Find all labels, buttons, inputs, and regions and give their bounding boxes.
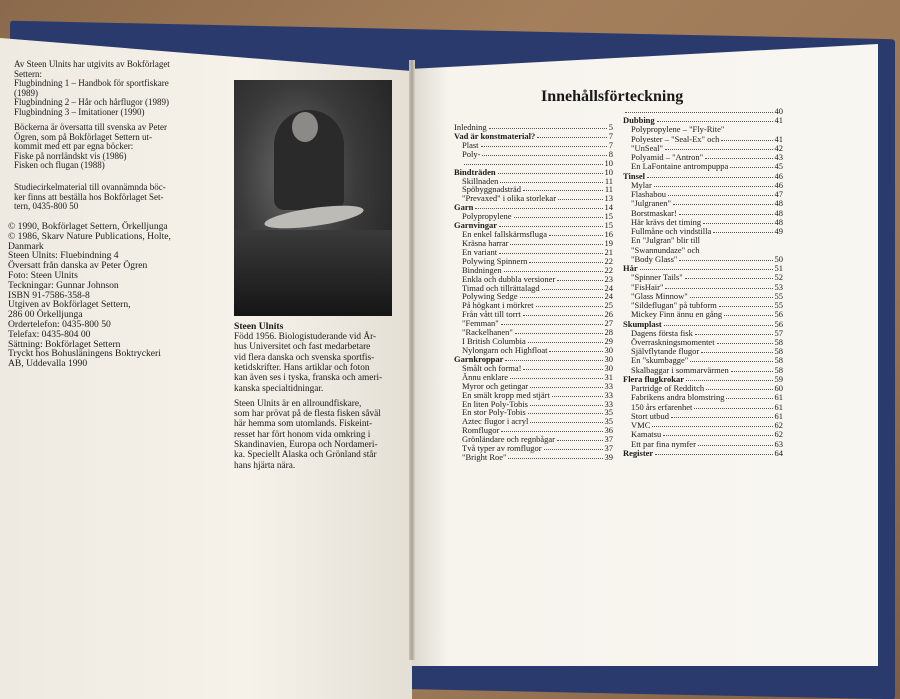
toc-leader-dots xyxy=(505,354,602,361)
toc-leader-dots xyxy=(481,140,607,147)
bio-line: Steen Ulnits är en allroundfiskare, xyxy=(234,398,362,409)
toc-leader-dots xyxy=(721,134,772,141)
toc-leader-dots xyxy=(515,327,603,334)
toc-entry-page: 24 xyxy=(604,282,613,293)
study-line: tern, 0435-800 50 xyxy=(14,201,79,211)
toc-entry-page: 25 xyxy=(604,300,613,311)
translated-line: Ögren, som på Bokförlaget Settern ut- xyxy=(14,131,152,142)
toc-entry-label: I British Columbia xyxy=(462,336,526,347)
published-line: Flugbindning 3 – Imitationer (1990) xyxy=(14,106,145,117)
toc-leader-dots xyxy=(523,184,603,191)
bio-line: som har prövat på de flesta fisken såväl xyxy=(234,409,381,420)
toc-entry-page: 48 xyxy=(774,216,783,227)
toc-entry-label: Från vått till torrt xyxy=(462,309,521,320)
toc-entry-label: Självflytande flugor xyxy=(631,346,700,357)
toc-leader-dots xyxy=(498,167,603,174)
toc-entry-page: 51 xyxy=(774,263,783,274)
toc-entry-page: 50 xyxy=(774,253,783,264)
toc-entry-label: En LaFontaine antrompuppa xyxy=(631,161,729,172)
toc-leader-dots xyxy=(705,152,772,159)
toc-leader-dots xyxy=(724,309,772,316)
toc-entry-label: Skumplast xyxy=(623,318,662,329)
toc-leader-dots xyxy=(657,115,773,122)
toc-entry-page: 40 xyxy=(774,106,783,116)
toc-entry-label: "Femman" xyxy=(462,318,499,329)
toc-entry-page: 56 xyxy=(774,309,783,320)
toc-entry-page: 58 xyxy=(774,364,783,375)
toc-leader-dots xyxy=(510,238,602,245)
toc-leader-dots xyxy=(508,452,602,459)
toc-entry xyxy=(623,448,783,458)
toc-leader-dots xyxy=(523,363,602,370)
toc-entry-page: 30 xyxy=(604,353,613,364)
toc-leader-dots xyxy=(500,176,602,183)
toc-entry-page: 62 xyxy=(774,429,783,440)
toc-leader-dots xyxy=(663,429,772,436)
toc-entry-label: Polyester – "Seal-Ex" och xyxy=(631,133,720,144)
toc-entry-label: Nylongarn och Highfloat xyxy=(462,345,548,355)
toc-entry-label: Dubbing xyxy=(623,115,655,126)
toc-entry-page: 24 xyxy=(604,291,613,302)
translated-line: Fiske på norrländskt vis (1986) xyxy=(14,150,127,161)
copyright-line: 286 00 Örkelljunga xyxy=(8,309,83,321)
toc-entry-page: 29 xyxy=(604,336,613,347)
toc-entry-label: Romflugor xyxy=(462,425,500,436)
toc-leader-dots xyxy=(673,198,773,205)
toc-entry-label: Överraskningsmomentet xyxy=(631,337,715,347)
copyright-line: Telefax: 0435-804 00 xyxy=(8,328,91,340)
toc-leader-dots xyxy=(719,300,773,307)
toc-entry-label: Smålt och forma! xyxy=(462,362,522,373)
bio-name: Steen Ulnits xyxy=(234,321,284,332)
toc-leader-dots xyxy=(549,345,602,352)
bio-line: hus Universitet och fast medarbetare xyxy=(234,342,371,353)
toc-entry-label: Kräsna harrar xyxy=(462,237,509,248)
toc-leader-dots xyxy=(544,443,603,450)
bio-line: vid flera danska och svenska sportfis- xyxy=(234,352,375,363)
toc-leader-dots xyxy=(703,217,772,224)
toc-entry-label: Garnkroppar xyxy=(454,353,504,364)
toc-entry-page: 27 xyxy=(604,318,613,329)
toc-leader-dots xyxy=(549,229,603,236)
toc-entry-label: Inledning xyxy=(454,122,487,132)
bio-line: Född 1956. Biologistuderande vid År- xyxy=(234,332,377,342)
toc-entry-label: Hår xyxy=(623,263,638,274)
toc-title: Innehållsförteckning xyxy=(541,88,684,105)
toc-entry-label: "Julgranen" xyxy=(631,198,671,209)
copyright-line: Teckningar: Gunnar Johnson xyxy=(8,279,119,291)
copyright-line: ISBN 91-7586-358-8 xyxy=(8,289,90,301)
author-photo xyxy=(234,80,392,316)
toc-entry-label: Fullmåne och vindstilla xyxy=(631,226,712,237)
bio-line: Skandinavien, Europa och Nordameri- xyxy=(234,440,378,450)
toc-entry-label: Enkla och dubbla versioner xyxy=(462,273,556,284)
toc-entry xyxy=(462,452,613,462)
translated-line: Fisken och flugan (1988) xyxy=(14,160,105,170)
copyright-line: Steen Ulnits: Fluebindning 4 xyxy=(8,250,119,262)
bio-line: kan även ses i tyska, franska och ameri- xyxy=(234,373,383,384)
toc-entry-label: Skalbaggar i sommarvärmen xyxy=(631,364,729,375)
copyright-line: © 1986, Skarv Nature Publications, Holte, xyxy=(8,230,171,242)
toc-entry-page: 56 xyxy=(774,318,783,329)
toc-entry-label: Vad är konstmaterial? xyxy=(454,130,536,141)
toc-entry-label: Ett par fina nymfer xyxy=(631,438,696,449)
toc-leader-dots xyxy=(726,392,772,399)
toc-leader-dots xyxy=(690,355,772,362)
toc-leader-dots xyxy=(679,254,772,261)
toc-entry-label: Polypropylene xyxy=(462,211,512,222)
toc-entry-page: 22 xyxy=(604,264,613,275)
toc-leader-dots xyxy=(530,416,602,423)
toc-entry-page: 35 xyxy=(604,416,613,427)
toc-entry-label: Bindträden xyxy=(454,166,496,177)
toc-leader-dots xyxy=(652,420,772,427)
toc-entry-label: "Sildeflugan" på tubform xyxy=(631,300,717,311)
toc-leader-dots xyxy=(501,318,603,325)
toc-leader-dots xyxy=(523,309,603,316)
toc-leader-dots xyxy=(730,161,772,168)
toc-entry-label: En enkel fallskärmsfluga xyxy=(462,229,547,240)
toc-entry-label: Plast xyxy=(462,139,479,150)
toc-entry-label: Bindningen xyxy=(462,264,502,275)
toc-entry-label: Stort utbud xyxy=(631,410,670,421)
copyright-line: Danmark xyxy=(8,240,44,252)
toc-entry-label: Mickey Finn ännu en gång xyxy=(631,309,723,320)
toc-leader-dots xyxy=(528,336,603,343)
toc-entry-page: 47 xyxy=(774,189,783,200)
toc-leader-dots xyxy=(726,124,781,131)
toc-entry-label: Skillnaden xyxy=(462,175,499,186)
toc-leader-dots xyxy=(501,425,602,432)
toc-entry-page: 15 xyxy=(604,220,613,231)
toc-leader-dots xyxy=(520,291,603,298)
toc-leader-dots xyxy=(685,272,773,279)
toc-entry-page: 39 xyxy=(604,452,613,463)
toc-entry-page: 30 xyxy=(604,362,613,373)
toc-entry-page: 16 xyxy=(604,229,613,240)
toc-leader-dots xyxy=(557,434,603,441)
toc-entry-page: 53 xyxy=(774,281,783,292)
copyright-line: Utgiven av Bokförlaget Settern, xyxy=(8,299,131,311)
copyright-line: Ordertelefon: 0435-800 50 xyxy=(8,319,111,330)
study-line: Studiecirkelmaterial till ovannämnda böc- xyxy=(14,182,166,192)
published-line: Flugbindning 1 – Handbok för sportfiskare xyxy=(14,78,169,88)
bio-line: här hemma som utomlands. Fiskeint- xyxy=(234,419,373,430)
toc-leader-dots xyxy=(706,383,772,390)
toc-entry-page: 22 xyxy=(604,255,613,266)
bio-line: resset har fört honom vida omkring i xyxy=(234,429,371,440)
toc-entry-label: "Glass Minnow" xyxy=(631,290,688,301)
toc-entry-page: 21 xyxy=(604,246,613,257)
toc-leader-dots xyxy=(654,180,773,187)
toc-entry-page: 35 xyxy=(604,407,613,418)
toc-entry-label: "Body Glass" xyxy=(631,253,678,264)
toc-leader-dots xyxy=(695,328,773,335)
toc-entry-label: Timad och tillrättalagd xyxy=(462,282,540,293)
toc-entry-page: 61 xyxy=(774,392,783,403)
toc-entry-page: 13 xyxy=(604,193,613,204)
toc-entry-label: Register xyxy=(623,447,654,458)
toc-entry-label: Grönländare och regnbågar xyxy=(462,434,555,445)
toc-entry-label: Spöbyggnadsträd xyxy=(462,184,522,195)
toc-entry-page: 60 xyxy=(774,383,783,394)
toc-leader-dots xyxy=(514,211,603,218)
toc-entry-label: Ännu enklare xyxy=(462,371,509,382)
toc-leader-dots xyxy=(475,202,602,209)
toc-leader-dots xyxy=(529,256,602,263)
toc-entry-label: Aztec flugor i acryl xyxy=(462,416,529,427)
toc-entry-label: Flashabou xyxy=(631,189,666,200)
book-gutter xyxy=(409,60,415,660)
toc-entry-label: Fabrikens andra blomstring xyxy=(631,392,725,403)
bio-line: kanska specialtidningar. xyxy=(234,383,324,394)
toc-leader-dots xyxy=(557,274,602,281)
toc-entry-page: 59 xyxy=(774,373,783,384)
bio-line: hans hjärta nära. xyxy=(234,460,296,471)
toc-entry-page: 46 xyxy=(774,170,783,181)
toc-entry-label: Polypropylene – "Fly-Rite" xyxy=(631,124,725,135)
toc-leader-dots xyxy=(499,247,602,254)
toc-entry-page: 8 xyxy=(608,148,613,159)
toc-entry-label: "Spinner Tails" xyxy=(631,272,683,283)
toc-leader-dots xyxy=(504,265,603,272)
toc-entry-label: Här krävs det timing xyxy=(631,216,702,227)
toc-entry-page: 41 xyxy=(774,115,783,126)
toc-leader-dots xyxy=(536,300,603,307)
toc-entry-page: 62 xyxy=(774,420,783,431)
copyright-line: Foto: Steen Ulnits xyxy=(8,270,78,281)
toc-entry-page: 33 xyxy=(604,389,613,400)
toc-entry-label: "FisHair" xyxy=(631,281,664,292)
toc-leader-dots xyxy=(499,220,603,227)
toc-entry-page: 42 xyxy=(774,142,783,153)
toc-entry-page: 48 xyxy=(774,198,783,209)
published-line: (1989) xyxy=(14,87,38,98)
toc-entry-label: Borstmaskar! xyxy=(631,207,677,218)
toc-entry-page: 55 xyxy=(774,290,783,301)
toc-entry-label: 150 års erfarenhet xyxy=(631,401,693,412)
toc-entry-label: Dagens första fisk xyxy=(631,327,693,338)
toc-entry-label: Kamatsu xyxy=(631,429,662,440)
toc-entry-page: 41 xyxy=(774,133,783,144)
copyright-line: Översatt från danska av Peter Ögren xyxy=(8,260,148,272)
toc-entry-page: 58 xyxy=(774,337,783,347)
photo-water xyxy=(234,230,392,316)
toc-entry-page: 15 xyxy=(604,211,613,222)
toc-entry-page: 58 xyxy=(774,346,783,357)
photo-head xyxy=(292,112,318,142)
toc-entry-label: En "Julgran" blir till xyxy=(631,235,701,246)
study-line: ker finns att beställa hos Bokförlaget Set- xyxy=(14,191,164,202)
toc-entry-label: En "skumbagge" xyxy=(631,355,689,366)
toc-leader-dots xyxy=(686,374,773,381)
toc-entry-label: Tinsel xyxy=(623,170,646,181)
toc-entry-page: 49 xyxy=(774,226,783,237)
toc-entry-label: Polywing Sedge xyxy=(462,291,518,302)
toc-entry-label: Myror och getingar xyxy=(462,380,529,391)
toc-leader-dots xyxy=(464,158,603,165)
toc-entry-page: 45 xyxy=(774,161,783,172)
translated-line: Böckerna är översatta till svenska av Peter xyxy=(14,122,167,132)
copyright-line: Tryckt hos Bohusläningens Boktryckeri xyxy=(8,348,161,360)
toc-leader-dots xyxy=(647,171,772,178)
toc-entry-page: 37 xyxy=(604,434,613,445)
toc-entry-label: "Prevaxed" i olika storlekar xyxy=(462,193,557,204)
toc-leader-dots xyxy=(671,411,772,418)
toc-leader-dots xyxy=(537,131,607,138)
toc-leader-dots xyxy=(731,365,773,372)
toc-entry-page: 61 xyxy=(774,410,783,421)
toc-leader-dots xyxy=(690,291,773,298)
toc-entry-page: 30 xyxy=(604,345,613,355)
published-line: Av Steen Ulnits har utgivits av Bokförlaget xyxy=(14,59,170,69)
toc-entry-page: 10 xyxy=(604,157,613,168)
toc-entry-page: 37 xyxy=(604,443,613,454)
toc-leader-dots xyxy=(482,149,606,156)
toc-entry-page: 10 xyxy=(604,166,613,177)
toc-entry-page: 5 xyxy=(608,122,613,132)
toc-leader-dots xyxy=(530,381,602,388)
toc-leader-dots xyxy=(489,122,607,129)
toc-entry-page: 11 xyxy=(604,184,613,195)
toc-entry-page: 26 xyxy=(604,309,613,320)
copyright-line: © 1990, Bokförlaget Settern, Örkelljunga xyxy=(8,221,168,232)
copyright-line: Sättning: Bokförlaget Settern xyxy=(8,338,121,350)
translated-line: kommit med ett par egna böcker: xyxy=(14,141,134,151)
toc-entry-page: 46 xyxy=(774,179,783,190)
toc-leader-dots xyxy=(702,235,781,242)
toc-entry-label: På högkant i mörkret xyxy=(462,300,534,311)
toc-leader-dots xyxy=(717,337,773,344)
toc-entry-label: En liten Poly-Tobis xyxy=(462,398,528,409)
toc-entry-page: 23 xyxy=(604,273,613,284)
toc-entry-label: Garn xyxy=(454,202,474,213)
toc-leader-dots xyxy=(510,372,602,379)
toc-leader-dots xyxy=(679,208,773,215)
toc-leader-dots xyxy=(530,399,603,406)
toc-entry-label: En smält kropp med stjärt xyxy=(462,389,550,400)
toc-entry-page: 28 xyxy=(604,327,613,338)
toc-entry-label: "Rackelhanen" xyxy=(462,327,513,338)
toc-leader-dots xyxy=(702,245,781,252)
toc-entry-page: 48 xyxy=(774,207,783,218)
toc-entry-label: En stor Poly-Tobis xyxy=(462,407,526,418)
toc-leader-dots xyxy=(625,106,773,113)
toc-leader-dots xyxy=(698,439,773,446)
toc-entry-label: Poly- xyxy=(462,148,481,159)
toc-leader-dots xyxy=(713,226,772,233)
toc-entry-label: Två typer av romflugor xyxy=(462,443,542,454)
toc-leader-dots xyxy=(665,143,773,150)
toc-entry-page: 52 xyxy=(774,272,783,283)
toc-entry-page: 43 xyxy=(774,152,783,163)
toc-entry-label: Garnvingar xyxy=(454,220,497,231)
toc-entry-page: 33 xyxy=(604,380,613,391)
toc-entry-label: "UnSeal" xyxy=(631,142,663,153)
published-line: Flugbindning 2 – Hår och hårflugor (1989) xyxy=(14,97,169,107)
toc-leader-dots xyxy=(655,448,772,455)
toc-entry-page: 31 xyxy=(604,371,613,382)
toc-entry-page: 61 xyxy=(774,401,783,412)
toc-leader-dots xyxy=(664,319,773,326)
published-line: Settern: xyxy=(14,68,42,79)
toc-entry-page: 55 xyxy=(774,300,783,311)
toc-entry-page: 33 xyxy=(604,398,613,409)
toc-entry-label: Partridge of Redditch xyxy=(631,383,705,394)
toc-leader-dots xyxy=(542,283,603,290)
toc-entry-page: 14 xyxy=(604,202,613,213)
copyright-line: AB, Uddevalla 1990 xyxy=(8,358,88,370)
toc-entry-label: Mylar xyxy=(631,179,652,190)
toc-entry-page: 7 xyxy=(608,130,613,141)
bio-line: ketidskrifter. Hans artiklar och foton xyxy=(234,362,370,373)
toc-leader-dots xyxy=(694,402,772,409)
toc-entry-label: Flera flugkrokar xyxy=(623,373,684,384)
toc-entry-page: 11 xyxy=(604,175,613,186)
toc-entry-page: 63 xyxy=(774,438,783,449)
toc-entry-label: "Swannundaze" och xyxy=(631,244,700,255)
toc-entry-page: 57 xyxy=(774,327,783,338)
toc-entry-label: Polywing Spinnern xyxy=(462,255,528,266)
toc-entry-label: VMC xyxy=(631,420,651,431)
toc-entry-page: 7 xyxy=(608,139,613,150)
toc-leader-dots xyxy=(558,193,602,200)
toc-entry-label: "Bright Roe" xyxy=(462,452,507,463)
toc-entry-label: Polyamid – "Antron" xyxy=(631,152,704,163)
toc-entry-page: 19 xyxy=(604,237,613,248)
toc-leader-dots xyxy=(665,282,772,289)
toc-entry-page: 64 xyxy=(774,447,783,458)
toc-entry-page: 58 xyxy=(774,355,783,366)
toc-leader-dots xyxy=(701,346,772,353)
bio-line: ka. Speciellt Alaska och Grönland står xyxy=(234,450,377,461)
toc-leader-dots xyxy=(528,407,603,414)
toc-leader-dots xyxy=(640,263,773,270)
toc-entry-page: 36 xyxy=(604,425,613,436)
toc-leader-dots xyxy=(668,189,773,196)
toc-entry-label: En variant xyxy=(462,246,498,257)
toc-leader-dots xyxy=(552,390,603,397)
